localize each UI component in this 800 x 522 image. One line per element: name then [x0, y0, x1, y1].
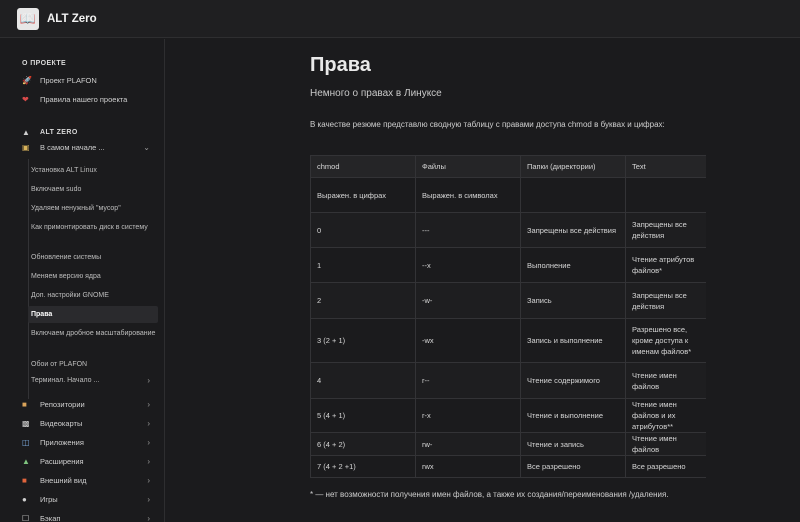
table-header: Text	[626, 156, 707, 178]
table-cell: r--	[416, 363, 521, 399]
sidebar-group-label: В самом начале ...	[40, 143, 105, 152]
sidebar-group-appearance[interactable]	[22, 476, 156, 485]
permissions-table-wrapper[interactable]	[310, 155, 706, 515]
table-cell: Выражен. в цифрах	[311, 178, 416, 213]
chevron-down-icon: ⌄	[143, 143, 150, 152]
chevron-right-icon: ›	[147, 376, 150, 385]
sidebar-subitem[interactable]: Включаем дробное масштабирование	[31, 330, 156, 337]
sidebar-group-label: Приложения	[40, 438, 84, 447]
table-cell: Чтение и запись	[521, 433, 626, 456]
sidebar-item-label: Правила нашего проекта	[40, 95, 128, 104]
table-row	[311, 319, 707, 363]
sidebar-subitem[interactable]: Включаем sudo	[31, 186, 82, 193]
table-cell: Чтение содержимого	[521, 363, 626, 399]
table-cell: Все разрешено	[521, 456, 626, 478]
table-row	[311, 399, 707, 433]
heart-icon: ❤	[22, 95, 29, 104]
paint-icon: ■	[22, 476, 27, 485]
permissions-table	[310, 155, 706, 478]
table-header-row	[311, 156, 707, 178]
chevron-right-icon: ›	[147, 457, 150, 466]
penguin-icon: ▲	[22, 128, 31, 137]
table-cell	[626, 178, 707, 213]
section-header-label: ALT ZERO	[40, 129, 78, 136]
sidebar-item-project-rules[interactable]	[22, 95, 156, 104]
table-cell: --x	[416, 248, 521, 283]
sidebar-subitem[interactable]: Меняем версию ядра	[31, 273, 101, 280]
sidebar-item-label: Проект PLAFON	[40, 76, 97, 85]
sidebar-group-games[interactable]	[22, 495, 156, 504]
table-cell: -w-	[416, 283, 521, 319]
table-cell: Запрещены все действия	[521, 213, 626, 248]
page-title: Права	[310, 54, 371, 76]
page-subtitle: Немного о правах в Линуксе	[310, 88, 442, 99]
intro-paragraph: В качестве резюме представлю сводную таблицу с правами доступа chmod в буквах и цифрах:	[310, 120, 665, 129]
table-row	[311, 248, 707, 283]
sidebar-subitem[interactable]: Удаляем ненужный "мусор"	[31, 205, 121, 212]
table-cell: Чтение имен файлов и их атрибутов**	[626, 399, 707, 433]
table-cell: 6 (4 + 2)	[311, 433, 416, 456]
sidebar-subitem-terminal[interactable]	[28, 377, 156, 384]
backup-icon: ☐	[22, 514, 30, 522]
chevron-right-icon: ›	[147, 495, 150, 504]
sidebar-group-extensions[interactable]	[22, 457, 156, 466]
table-cell: -wx	[416, 319, 521, 363]
sidebar-subitem-label: Терминал. Начало ...	[31, 377, 100, 384]
table-header: Папки (директории)	[521, 156, 626, 178]
table-cell: Выполнение	[521, 248, 626, 283]
sidebar	[0, 39, 165, 522]
table-cell	[521, 178, 626, 213]
table-row	[311, 456, 707, 478]
table-cell: Запись и выполнение	[521, 319, 626, 363]
sidebar-item-project-plafon[interactable]	[22, 76, 156, 85]
chevron-right-icon: ›	[147, 400, 150, 409]
sidebar-subitem[interactable]: Обновление системы	[31, 254, 102, 261]
table-row	[311, 363, 707, 399]
section-header-alt-zero	[22, 128, 78, 137]
chevron-right-icon: ›	[147, 476, 150, 485]
table-cell: 1	[311, 248, 416, 283]
sidebar-group-label: Бэкап	[40, 514, 61, 522]
sidebar-subitem-active[interactable]: Права	[28, 306, 158, 323]
table-cell: Чтение атрибутов файлов*	[626, 248, 707, 283]
footnote: * — нет возможности получения имен файлов, а также их создания/переименования /удаления.	[310, 490, 669, 499]
table-row	[311, 178, 707, 213]
table-cell: Чтение имен файлов	[626, 433, 707, 456]
sidebar-group-apps[interactable]	[22, 438, 156, 447]
table-cell: ---	[416, 213, 521, 248]
sidebar-group-label: Репозитории	[40, 400, 85, 409]
table-cell: rwx	[416, 456, 521, 478]
puzzle-icon: ▲	[22, 457, 30, 466]
table-cell: Запрещены все действия	[626, 283, 707, 319]
table-cell: 2	[311, 283, 416, 319]
table-cell: rw-	[416, 433, 521, 456]
sidebar-subitem[interactable]: Установка ALT Linux	[31, 167, 97, 174]
rocket-icon: 🚀	[22, 76, 32, 85]
sidebar-group-backup[interactable]	[22, 514, 156, 522]
archive-icon: ▣	[22, 143, 30, 152]
table-cell: Разрешено все, кроме доступа к именам файлов*	[626, 319, 707, 363]
table-cell: Запрещены все действия	[626, 213, 707, 248]
sidebar-group-gpu[interactable]	[22, 419, 156, 428]
sidebar-group-label: Видеокарты	[40, 419, 83, 428]
table-cell: 7 (4 + 2 +1)	[311, 456, 416, 478]
sidebar-group-repos[interactable]	[22, 400, 156, 409]
book-logo-icon[interactable]: 📖	[17, 8, 39, 30]
sidebar-subitem[interactable]: Как примонтировать диск в систему	[31, 224, 148, 231]
sidebar-group-getting-started[interactable]	[22, 143, 156, 152]
table-cell: 4	[311, 363, 416, 399]
table-cell: r-x	[416, 399, 521, 433]
gamepad-icon: ●	[22, 495, 27, 504]
box-icon: ■	[22, 400, 27, 409]
chevron-right-icon: ›	[147, 438, 150, 447]
table-cell: Запись	[521, 283, 626, 319]
chevron-right-icon: ›	[147, 514, 150, 522]
chevron-right-icon: ›	[147, 419, 150, 428]
sidebar-group-label: Расширения	[40, 457, 84, 466]
table-header: Файлы	[416, 156, 521, 178]
table-row	[311, 283, 707, 319]
sidebar-group-label: Игры	[40, 495, 58, 504]
table-cell: 0	[311, 213, 416, 248]
sidebar-subitem[interactable]: Доп. настройки GNOME	[31, 292, 109, 299]
table-cell: Чтение имен файлов	[626, 363, 707, 399]
table-cell: 5 (4 + 1)	[311, 399, 416, 433]
monitor-icon: ▩	[22, 419, 30, 428]
table-header: chmod	[311, 156, 416, 178]
window-icon: ◫	[22, 438, 30, 447]
table-cell: Выражен. в символах	[416, 178, 521, 213]
app-title[interactable]: ALT Zero	[47, 12, 97, 25]
table-cell: 3 (2 + 1)	[311, 319, 416, 363]
table-cell: Все разрешено	[626, 456, 707, 478]
table-row	[311, 433, 707, 456]
table-row	[311, 213, 707, 248]
sidebar-group-label: Внешний вид	[40, 476, 87, 485]
table-cell: Чтение и выполнение	[521, 399, 626, 433]
top-bar	[0, 0, 800, 38]
section-header-project: О ПРОЕКТЕ	[22, 60, 67, 67]
sidebar-subitem[interactable]: Обои от PLAFON	[31, 361, 88, 368]
